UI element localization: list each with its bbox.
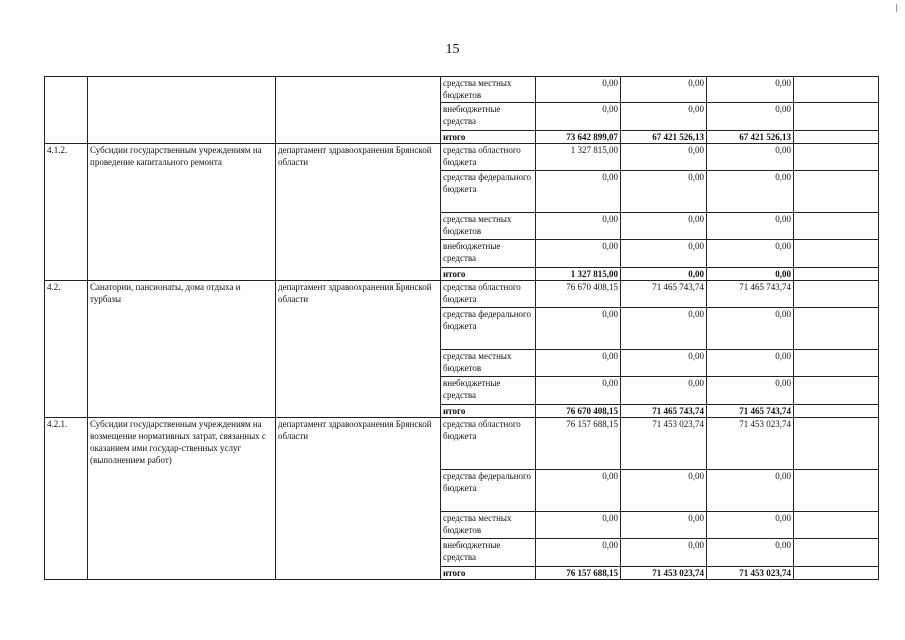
empty-cell <box>794 377 879 405</box>
amount-year-3: 0,00 <box>707 539 794 567</box>
amount-year-2: 0,00 <box>621 512 707 539</box>
funding-source: итого <box>441 567 536 580</box>
item-code <box>45 77 88 144</box>
amount-year-3: 0,00 <box>707 213 794 240</box>
item-name: Санатории, пансионаты, дома отдыха и турбазы <box>88 281 276 418</box>
funding-source: итого <box>441 131 536 144</box>
amount-year-3: 0,00 <box>707 377 794 405</box>
amount-year-2: 0,00 <box>621 377 707 405</box>
amount-year-3: 0,00 <box>707 470 794 512</box>
item-code: 4.2.1. <box>45 418 88 580</box>
item-code: 4.2. <box>45 281 88 418</box>
empty-cell <box>794 268 879 281</box>
scan-edge-mark <box>896 4 897 12</box>
amount-year-3: 0,00 <box>707 308 794 350</box>
amount-year-2: 0,00 <box>621 103 707 131</box>
amount-year-3: 71 453 023,74 <box>707 418 794 470</box>
funding-source: итого <box>441 405 536 418</box>
table-row <box>45 281 879 308</box>
table-row <box>45 77 879 103</box>
responsible-department: департамент здравоохранения Брянской области <box>276 144 441 281</box>
empty-cell <box>794 308 879 350</box>
amount-year-3: 0,00 <box>707 268 794 281</box>
amount-year-2: 71 453 023,74 <box>621 418 707 470</box>
funding-source: внебюджетные средства <box>441 103 536 131</box>
funding-source: средства федерального бюджета <box>441 470 536 512</box>
funding-source: внебюджетные средства <box>441 539 536 567</box>
amount-year-1: 76 157 688,15 <box>536 418 621 470</box>
amount-year-1: 0,00 <box>536 240 621 268</box>
table-row <box>45 144 879 171</box>
empty-cell <box>794 350 879 377</box>
funding-source: средства областного бюджета <box>441 144 536 171</box>
empty-cell <box>794 418 879 470</box>
funding-source: итого <box>441 268 536 281</box>
amount-year-2: 67 421 526,13 <box>621 131 707 144</box>
funding-source: внебюджетные средства <box>441 240 536 268</box>
responsible-department <box>276 77 441 144</box>
empty-cell <box>794 240 879 268</box>
amount-year-2: 71 465 743,74 <box>621 281 707 308</box>
funding-source: средства местных бюджетов <box>441 350 536 377</box>
amount-year-3: 0,00 <box>707 103 794 131</box>
funding-source: средства областного бюджета <box>441 418 536 470</box>
amount-year-2: 0,00 <box>621 77 707 103</box>
amount-year-3: 0,00 <box>707 171 794 213</box>
amount-year-3: 71 465 743,74 <box>707 405 794 418</box>
amount-year-1: 0,00 <box>536 350 621 377</box>
amount-year-1: 1 327 815,00 <box>536 268 621 281</box>
funding-source: средства областного бюджета <box>441 281 536 308</box>
amount-year-1: 0,00 <box>536 213 621 240</box>
amount-year-3: 71 465 743,74 <box>707 281 794 308</box>
amount-year-2: 0,00 <box>621 350 707 377</box>
amount-year-1: 0,00 <box>536 77 621 103</box>
responsible-department: департамент здравоохранения Брянской области <box>276 281 441 418</box>
amount-year-2: 0,00 <box>621 240 707 268</box>
empty-cell <box>794 539 879 567</box>
table-row <box>45 418 879 470</box>
budget-table-body <box>45 77 879 580</box>
amount-year-1: 0,00 <box>536 512 621 539</box>
funding-source: внебюджетные средства <box>441 377 536 405</box>
amount-year-2: 0,00 <box>621 213 707 240</box>
amount-year-2: 0,00 <box>621 308 707 350</box>
budget-table <box>44 76 879 580</box>
empty-cell <box>794 470 879 512</box>
amount-year-1: 76 670 408,15 <box>536 405 621 418</box>
empty-cell <box>794 512 879 539</box>
funding-source: средства местных бюджетов <box>441 512 536 539</box>
funding-source: средства местных бюджетов <box>441 77 536 103</box>
item-code: 4.1.2. <box>45 144 88 281</box>
amount-year-2: 71 465 743,74 <box>621 405 707 418</box>
amount-year-1: 0,00 <box>536 470 621 512</box>
amount-year-1: 0,00 <box>536 308 621 350</box>
page-number: 15 <box>445 42 460 57</box>
amount-year-1: 1 327 815,00 <box>536 144 621 171</box>
amount-year-2: 0,00 <box>621 268 707 281</box>
empty-cell <box>794 171 879 213</box>
amount-year-2: 71 453 023,74 <box>621 567 707 580</box>
responsible-department: департамент здравоохранения Брянской области <box>276 418 441 580</box>
funding-source: средства федерального бюджета <box>441 308 536 350</box>
amount-year-1: 76 157 688,15 <box>536 567 621 580</box>
amount-year-3: 67 421 526,13 <box>707 131 794 144</box>
empty-cell <box>794 144 879 171</box>
amount-year-2: 0,00 <box>621 539 707 567</box>
funding-source: средства местных бюджетов <box>441 213 536 240</box>
amount-year-3: 0,00 <box>707 77 794 103</box>
item-name: Субсидии государственным учреждениям на возмещение нормативных затрат, связанных с оказанием ими государ-ственных услуг (выполнением работ) <box>88 418 276 580</box>
amount-year-1: 0,00 <box>536 103 621 131</box>
empty-cell <box>794 103 879 131</box>
amount-year-3: 0,00 <box>707 350 794 377</box>
amount-year-1: 76 670 408,15 <box>536 281 621 308</box>
amount-year-1: 0,00 <box>536 171 621 213</box>
amount-year-3: 71 453 023,74 <box>707 567 794 580</box>
empty-cell <box>794 77 879 103</box>
amount-year-3: 0,00 <box>707 512 794 539</box>
empty-cell <box>794 281 879 308</box>
amount-year-2: 0,00 <box>621 171 707 213</box>
amount-year-1: 0,00 <box>536 377 621 405</box>
empty-cell <box>794 567 879 580</box>
funding-source: средства федерального бюджета <box>441 171 536 213</box>
empty-cell <box>794 405 879 418</box>
amount-year-2: 0,00 <box>621 470 707 512</box>
amount-year-3: 0,00 <box>707 144 794 171</box>
amount-year-2: 0,00 <box>621 144 707 171</box>
amount-year-1: 0,00 <box>536 539 621 567</box>
amount-year-1: 73 642 899,07 <box>536 131 621 144</box>
item-name: Субсидии государственным учреждениям на проведение капитального ремонта <box>88 144 276 281</box>
empty-cell <box>794 131 879 144</box>
amount-year-3: 0,00 <box>707 240 794 268</box>
empty-cell <box>794 213 879 240</box>
item-name <box>88 77 276 144</box>
